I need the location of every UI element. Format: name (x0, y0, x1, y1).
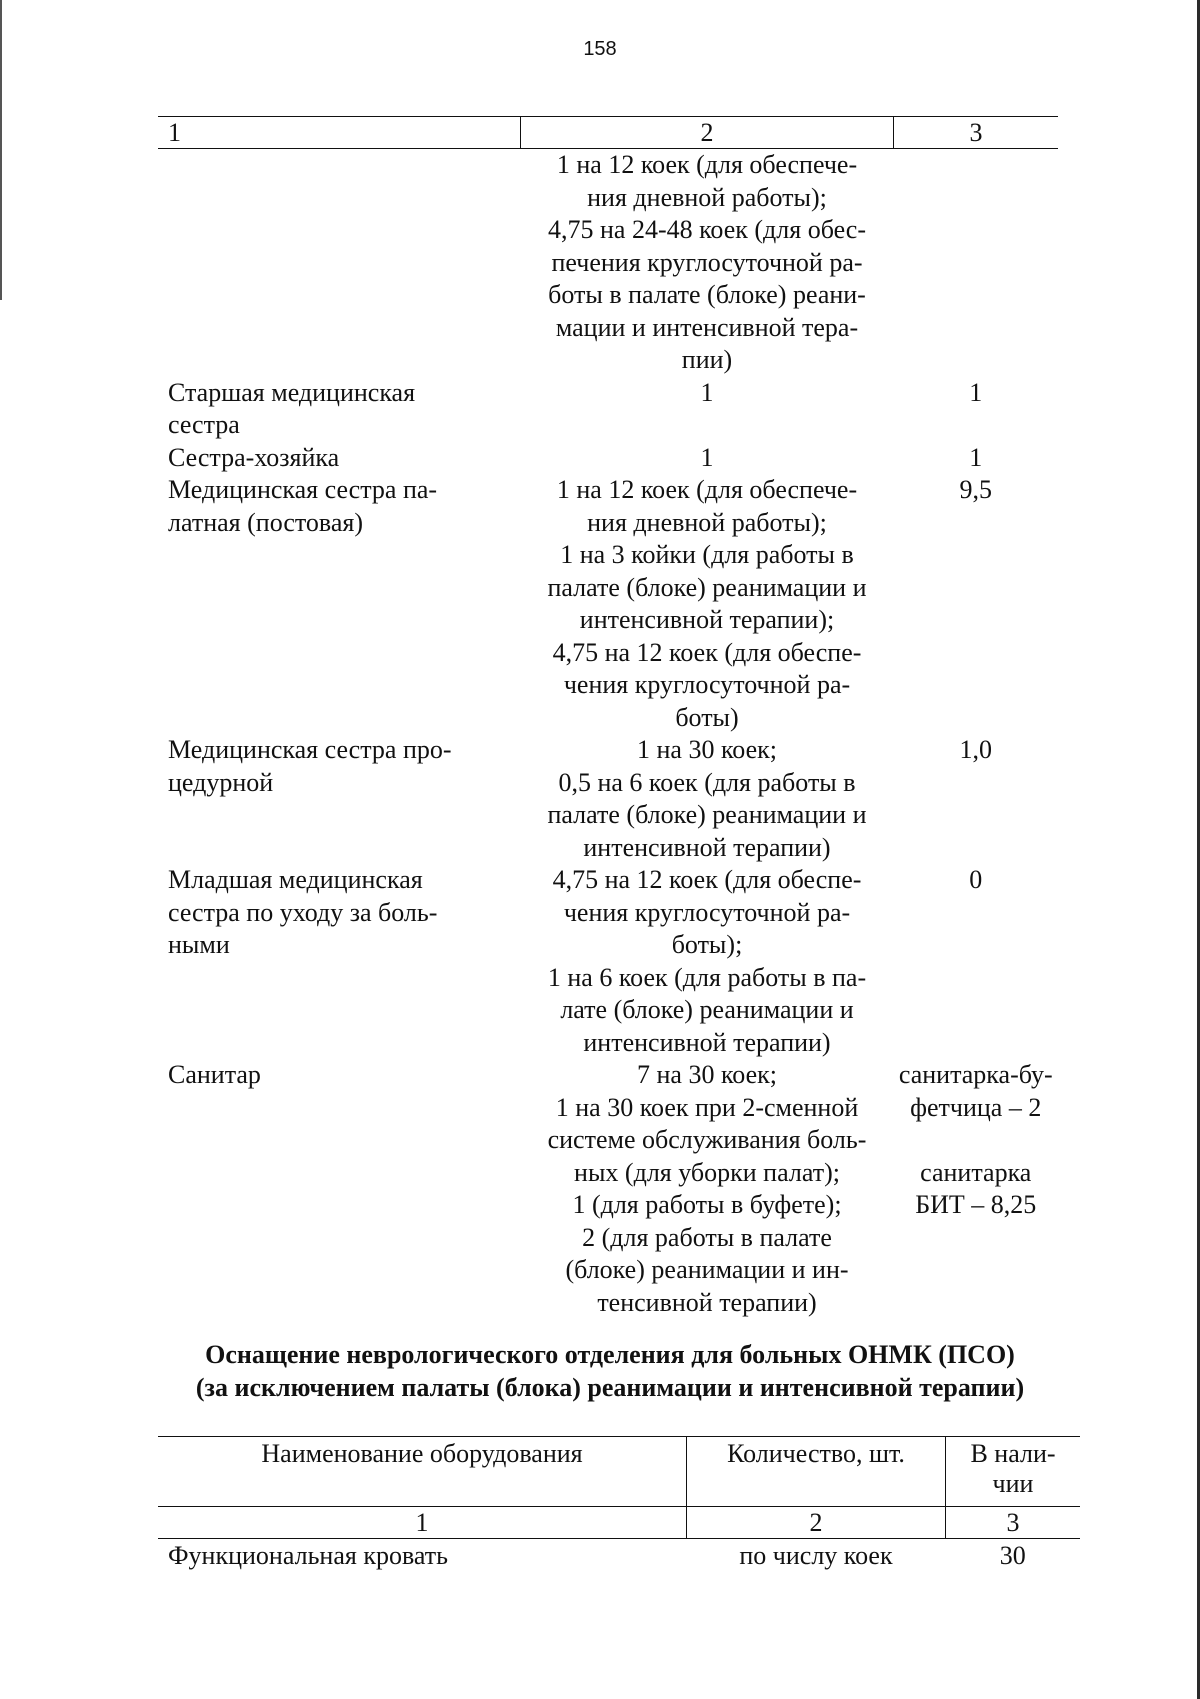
position-cell: Сестра-хозяйка (168, 442, 340, 472)
equipment-header-row (158, 1437, 1080, 1507)
norm-cell: 4,75 на 12 коек (для обеспе- чения круглосуточной ра- боты); 1 на 6 коек (для работы в па- лате (блоке) реанимации и интенсивной терапии) (547, 865, 867, 1057)
table-row (158, 1539, 1080, 1574)
actual-cell: 0 (969, 865, 983, 894)
actual-cell: 1,0 (959, 735, 992, 764)
norm-cell: 1 на 12 коек (для обеспече- ния дневной работы); 4,75 на 24-48 коек (для обес- печения круглосуточной ра- боты в палате (блоке) реани- мации и интенсивной тера- пии) (547, 150, 866, 374)
equipment-col-3-number: 3 (946, 1507, 1081, 1539)
table-row (158, 474, 1058, 734)
actual-cell: санитарка-бу- фетчица – 2 санитарка БИТ – 8,25 (898, 1060, 1053, 1219)
equipment-table (158, 1436, 1080, 1573)
table-row (158, 377, 1058, 442)
equipment-available-header: В нали- чии (946, 1437, 1081, 1507)
actual-cell: 1 (969, 377, 983, 407)
table-row (158, 864, 1058, 1059)
equipment-available-cell: 30 (999, 1541, 1026, 1570)
norm-cell: 1 (700, 377, 714, 407)
equipment-column-numbers-row (158, 1507, 1080, 1539)
table-row (158, 1059, 1058, 1319)
equipment-quantity-header: Количество, шт. (687, 1437, 946, 1507)
section-title-line-2: (за исключением палаты (блока) реанимации и интенсивной терапии) (195, 1373, 1025, 1402)
norm-cell: 1 на 12 коек (для обеспече- ния дневной работы); 1 на 3 койки (для работы в палате (блоке) реанимации и интенсивной терапии); 4,75 на 12 коек (для обеспе- чения круглосуточной ра- боты) (547, 475, 867, 732)
norm-cell: 1 (700, 442, 714, 472)
staff-table (158, 116, 1058, 1319)
position-cell: Младшая медицинская сестра по уходу за боль- ными (168, 865, 438, 959)
position-cell: Санитар (168, 1060, 261, 1089)
equipment-col-1-number: 1 (158, 1507, 687, 1539)
position-cell: Старшая медицинская сестра (168, 377, 416, 439)
equipment-name-header: Наименование оборудования (158, 1437, 687, 1507)
staff-col-3-header: 3 (894, 117, 1059, 149)
equipment-col-2-number: 2 (687, 1507, 946, 1539)
actual-cell: 1 (969, 442, 983, 472)
section-title-line-1: Оснащение неврологического отделения для больных ОНМК (ПСО) (205, 1340, 1015, 1369)
norm-cell: 1 на 30 коек; 0,5 на 6 коек (для работы в палате (блоке) реанимации и интенсивной терапии) (547, 735, 867, 862)
position-cell: Медицинская сестра па- латная (постовая) (168, 475, 438, 537)
staff-col-2-header: 2 (521, 117, 894, 149)
section-title (150, 1338, 1070, 1404)
table-row (158, 442, 1058, 475)
norm-cell: 7 на 30 коек; 1 на 30 коек при 2-сменной системе обслуживания боль- ных (для уборки палат); 1 (для работы в буфете); 2 (для работы в палате (блоке) реанимации и ин- тенсивной терапии) (547, 1060, 867, 1317)
table-row (158, 734, 1058, 864)
page-number: 158 (583, 38, 617, 60)
equipment-name-cell: Функциональная кровать (168, 1541, 448, 1570)
position-cell: Медицинская сестра про- цедурной (168, 735, 452, 797)
table-row (158, 149, 1058, 377)
staff-table-header-row (158, 117, 1058, 149)
equipment-quantity-cell: по числу коек (739, 1541, 893, 1570)
actual-cell: 9,5 (959, 475, 992, 504)
staff-col-1-header: 1 (158, 117, 521, 149)
